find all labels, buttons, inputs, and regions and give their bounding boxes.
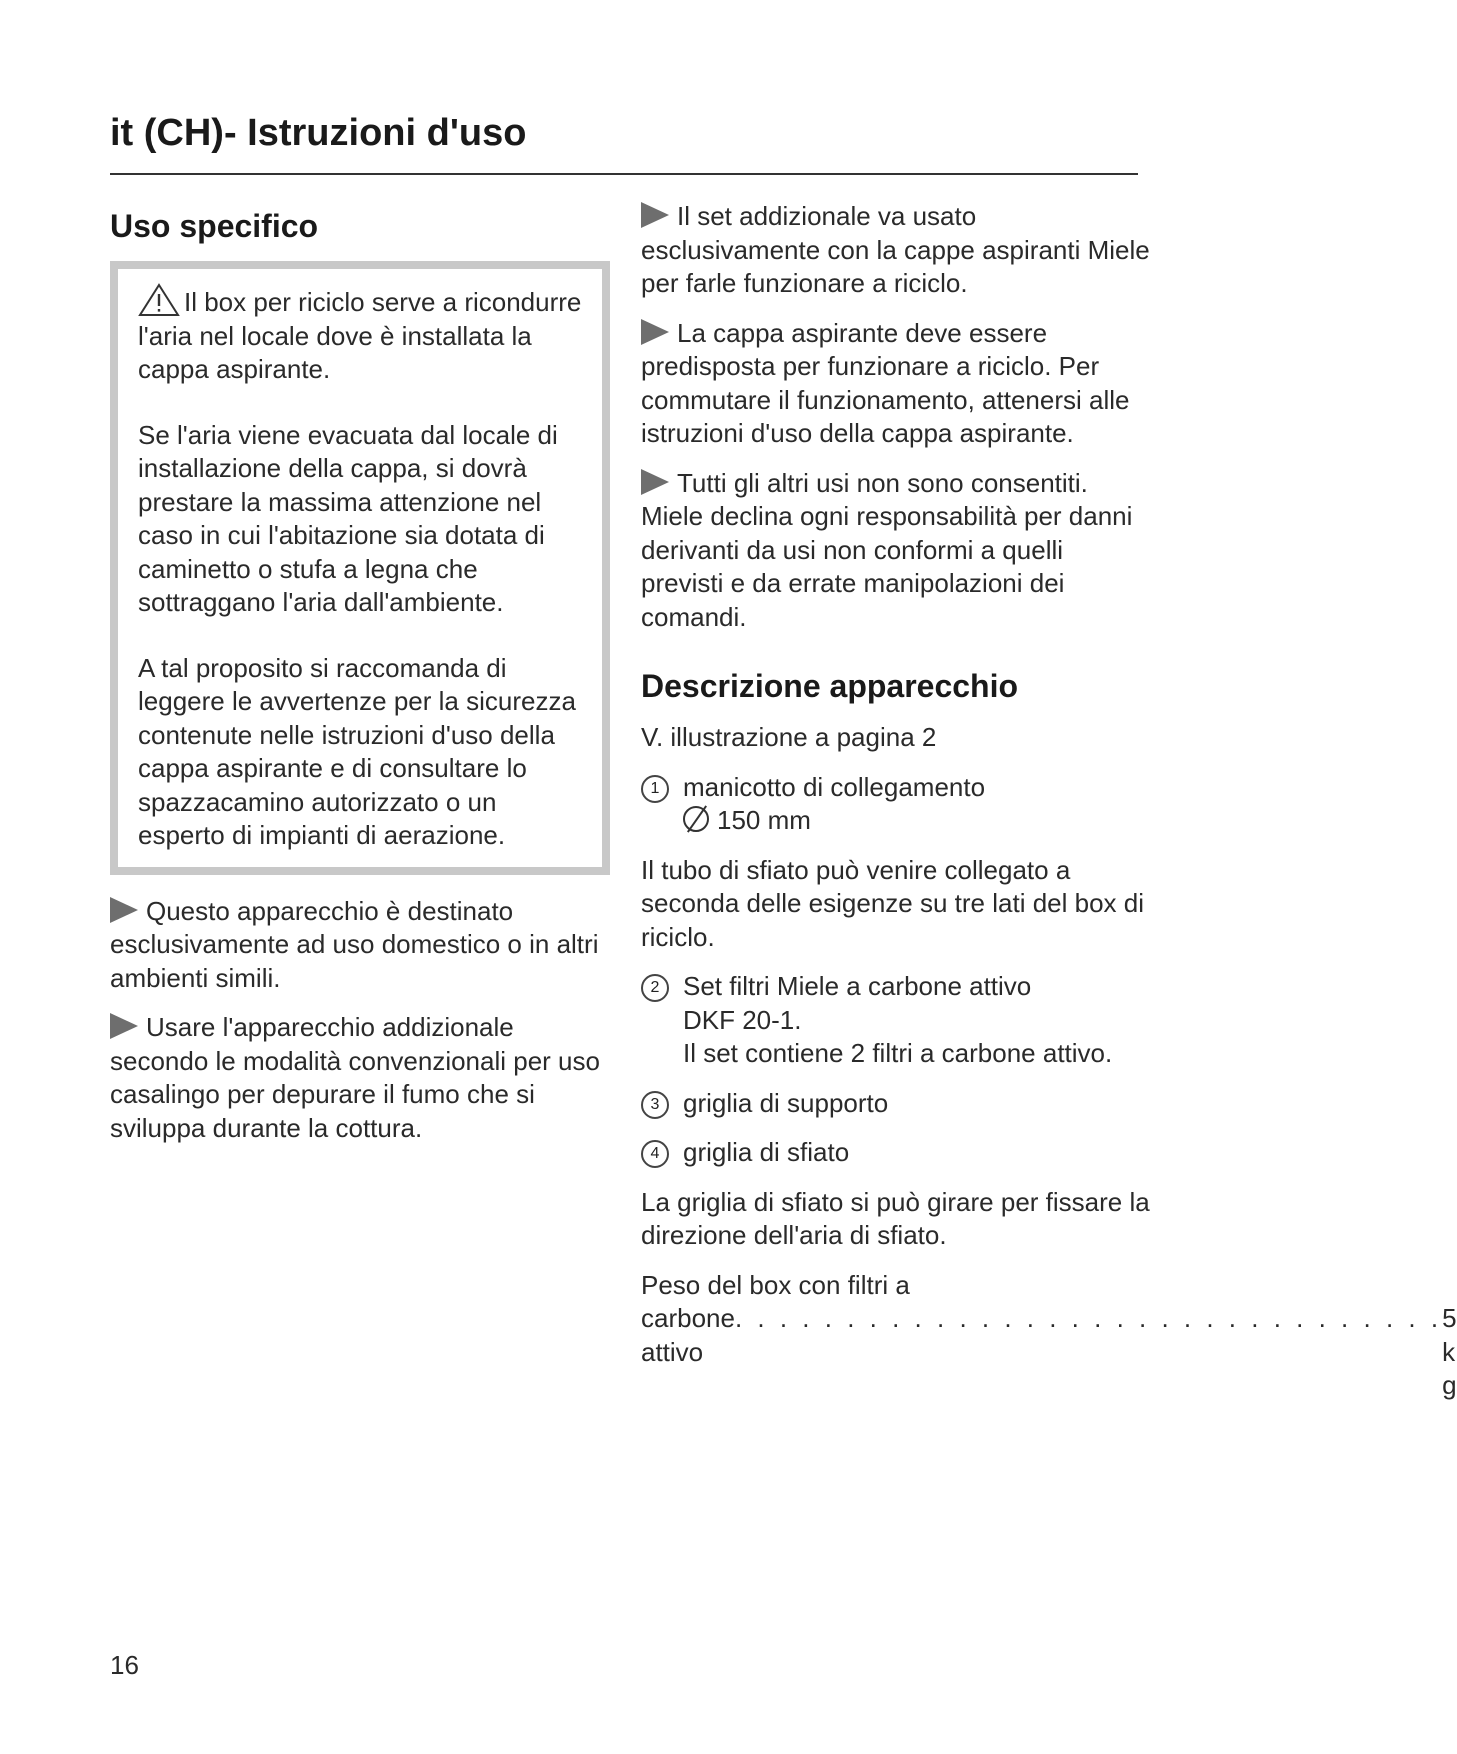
component-name: griglia di supporto bbox=[683, 1087, 889, 1118]
weight-label: Peso del box con filtri a bbox=[641, 1269, 910, 1300]
bullet-paragraph bbox=[110, 895, 610, 996]
triangle-bullet-icon bbox=[641, 319, 669, 345]
warning-text-1: Il box per riciclo serve a ricondurre l'aria nel locale dove è installata la cappa aspirante. bbox=[138, 287, 582, 384]
section-heading-uso-specifico: Uso specifico bbox=[110, 208, 319, 244]
warning-triangle-icon bbox=[138, 283, 180, 317]
component-item-4 bbox=[641, 1136, 1151, 1170]
component-name: griglia di sfiato bbox=[683, 1137, 850, 1167]
left-column bbox=[110, 200, 610, 1161]
section-heading-descrizione: Descrizione apparecchio bbox=[641, 668, 1019, 704]
number-badge: 2 bbox=[641, 974, 669, 1002]
warning-paragraph-2: Se l'aria viene evacuata dal locale di installazione della cappa, si dovrà prestare la massima attenzione nel caso in cui l'abitazione sia dotata di caminetto o stufa a legna che sottraggano l'aria dall'ambiente. bbox=[138, 419, 558, 617]
header-divider bbox=[110, 173, 1138, 175]
weight-row bbox=[641, 1302, 1457, 1403]
bullet-paragraph bbox=[110, 1011, 610, 1145]
number-badge: 1 bbox=[641, 775, 669, 803]
component-detail: Il set contiene 2 filtri a carbone attivo. bbox=[683, 1038, 1113, 1068]
number-badge: 3 bbox=[641, 1091, 669, 1119]
weight-leader-dots: . . . . . . . . . . . . . . . . . . . . . . . . . . . . . . . . bbox=[734, 1303, 1443, 1333]
number-badge: 4 bbox=[641, 1140, 669, 1168]
warning-paragraph-1 bbox=[138, 283, 586, 387]
right-column bbox=[641, 200, 1457, 1403]
weight-label-2: carbone attivo bbox=[641, 1303, 735, 1367]
bullet-text: Usare l'apparecchio addizionale secondo le modalità convenzionali per uso casalingo per depurare il fumo che si sviluppa durante la cottura. bbox=[110, 1012, 600, 1143]
triangle-bullet-icon bbox=[641, 202, 669, 228]
page-number: 16 bbox=[110, 1650, 139, 1680]
weight-value: 5 k g bbox=[1442, 1303, 1457, 1400]
bullet-paragraph bbox=[641, 467, 1151, 635]
bullet-paragraph bbox=[641, 317, 1151, 451]
triangle-bullet-icon bbox=[641, 469, 669, 495]
illustration-reference: V. illustrazione a pagina 2 bbox=[641, 722, 937, 752]
component-name: manicotto di collegamento bbox=[683, 771, 986, 802]
bullet-text: La cappa aspirante deve essere predisposta per funzionare a riciclo. Per commutare il funzionamento, attenersi alle istruzioni d'uso della cappa aspirante. bbox=[641, 317, 1130, 448]
bullet-text: Questo apparecchio è destinato esclusivamente ad uso domestico o in altri ambienti simili. bbox=[110, 895, 599, 993]
component-model: DKF 20-1. bbox=[683, 1004, 802, 1035]
component-item-2 bbox=[641, 970, 1151, 1071]
diameter-value: 150 mm bbox=[717, 805, 811, 835]
bullet-text: Il set addizionale va usato esclusivamente con la cappe aspiranti Miele per farle funzionare a riciclo. bbox=[641, 201, 1150, 298]
diameter-icon bbox=[683, 806, 709, 832]
triangle-bullet-icon bbox=[110, 1013, 138, 1039]
component-diameter bbox=[683, 804, 985, 838]
bullet-paragraph bbox=[641, 200, 1151, 301]
component-item-3 bbox=[641, 1087, 1151, 1121]
page-title: it (CH)- Istruzioni d'uso bbox=[110, 112, 527, 154]
warning-paragraph-3: A tal proposito si raccomanda di leggere le avvertenze per la sicurezza contenute nelle istruzioni d'uso della cappa aspirante e di consultare lo spazzacamino autorizzato o un esperto di impianti di aerazione. bbox=[138, 652, 576, 850]
grid-note: La griglia di sfiato si può girare per fissare la direzione dell'aria di sfiato. bbox=[641, 1186, 1150, 1250]
triangle-bullet-icon bbox=[110, 897, 138, 923]
warning-box bbox=[110, 261, 610, 875]
component-item-1 bbox=[641, 771, 1151, 838]
bullet-text: Tutti gli altri usi non sono consentiti. Miele declina ogni responsabilità per danni derivanti da usi non conformi a quelli previsti e da errate manipolazioni dei comandi. bbox=[641, 467, 1133, 632]
component-name: Set filtri Miele a carbone attivo bbox=[683, 971, 1032, 1001]
tube-note: Il tubo di sfiato può venire collegato a seconda delle esigenze su tre lati del box di riciclo. bbox=[641, 854, 1144, 952]
